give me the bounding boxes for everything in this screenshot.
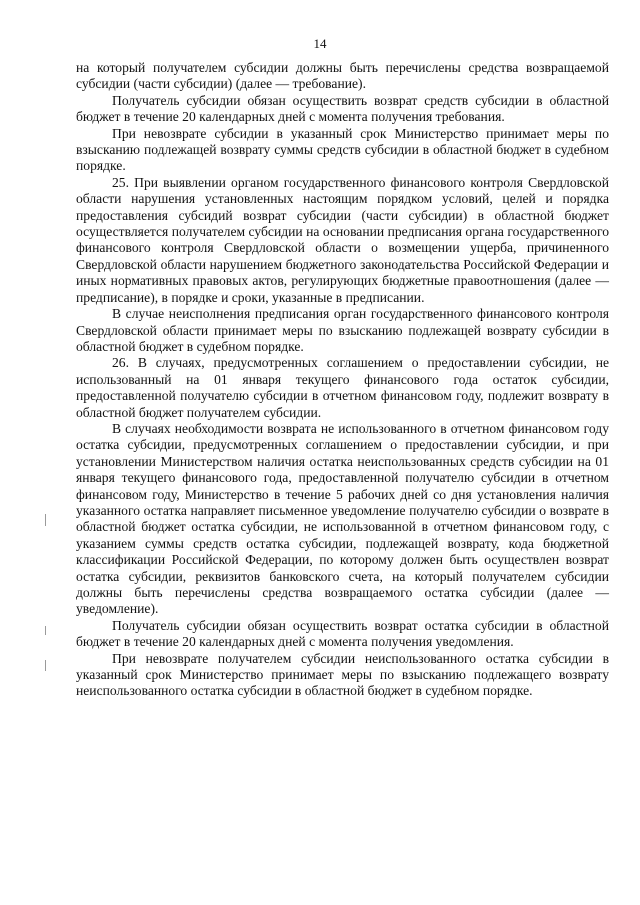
paragraph-requirement-continuation: на который получателем субсидии должны быть перечислены средства возвращаемой субсидии (части субсидии) (далее — требование). [76,60,609,92]
paragraph-item-25: 25. При выявлении органом государственного финансового контроля Свердловской области нарушения установленных настоящим порядком условий, целей и порядка предоставления субсидий возврат субсидии (части субсидии) в областной бюджет осуществляется получателем субсидии на основании предписания органа государственного финансового контроля Свердловской области о возмещении ущерба, причиненного Свердловской области нарушением бюджетного законодательства Российской Федерации и иных нормативных правовых актов, регулирующих бюджетные правоотношения (далее — предписание), в порядке и сроки, указанные в предписании. [76,174,609,305]
paragraph-prescription-non-fulfillment: В случае неисполнения предписания орган государственного финансового контроля Свердловской области принимает меры по взысканию подлежащей возврату субсидии в областной бюджет в судебном порядке. [76,306,609,354]
page-number: 14 [313,36,327,51]
paragraph-non-return-measures: При невозврате субсидии в указанный срок Министерство принимает меры по взысканию подлежащей возврату суммы средств субсидии в областной бюджет в судебном порядке. [76,125,609,174]
paragraph-remainder-return-obligation: Получатель субсидии обязан осуществить возврат остатка субсидии в областной бюджет в течение 20 календарных дней с момента получения уведомления. [76,617,609,650]
paragraph-item-26: 26. В случаях, предусмотренных соглашением о предоставлении субсидии, не использованный на 01 января текущего финансового года остаток субсидии, предоставленной получателю субсидии в отчетном финансовом году, подлежит возврату в областной бюджет получателем субсидии. [76,355,609,420]
paragraph-remainder-non-return-measures: При невозврате получателем субсидии неиспользованного остатка субсидии в указанный срок Министерство принимает меры по взысканию подлежащего возврату неиспользованного остатка субсидии в областной бюджет в судебном порядке. [76,650,609,699]
document-body [76,60,609,700]
scan-margin-mark [45,660,46,671]
paragraph-remainder-notification: В случаях необходимости возврата не использованного в отчетном финансовом году остатка субсидии, предусмотренных соглашением о предоставлении субсидии, и при установлении Министерством наличия остатка неиспользованных средств субсидии на 01 января текущего финансового года, предоставленной получателю субсидии в отчетном финансовом году, Министерство в течение 5 рабочих дней со дня установления наличия указанного остатка направляет письменное уведомление получателю субсидии о возврате в областной бюджет остатка субсидии, не использованной в отчетном финансовом году, с указанием суммы средств остатка субсидии, подлежащей возврату, кода бюджетной классификации Российской Федерации, по которому должен быть осуществлен возврат остатка субсидии, реквизитов банковского счета, на который получателем субсидии должны быть перечислены средства возвращаемого остатка субсидии (далее — уведомление). [76,420,609,617]
scan-margin-mark [45,514,46,526]
paragraph-return-obligation: Получатель субсидии обязан осуществить возврат средств субсидии в областной бюджет в течение 20 календарных дней с момента получения требования. [76,92,609,125]
scan-margin-mark [45,626,46,635]
